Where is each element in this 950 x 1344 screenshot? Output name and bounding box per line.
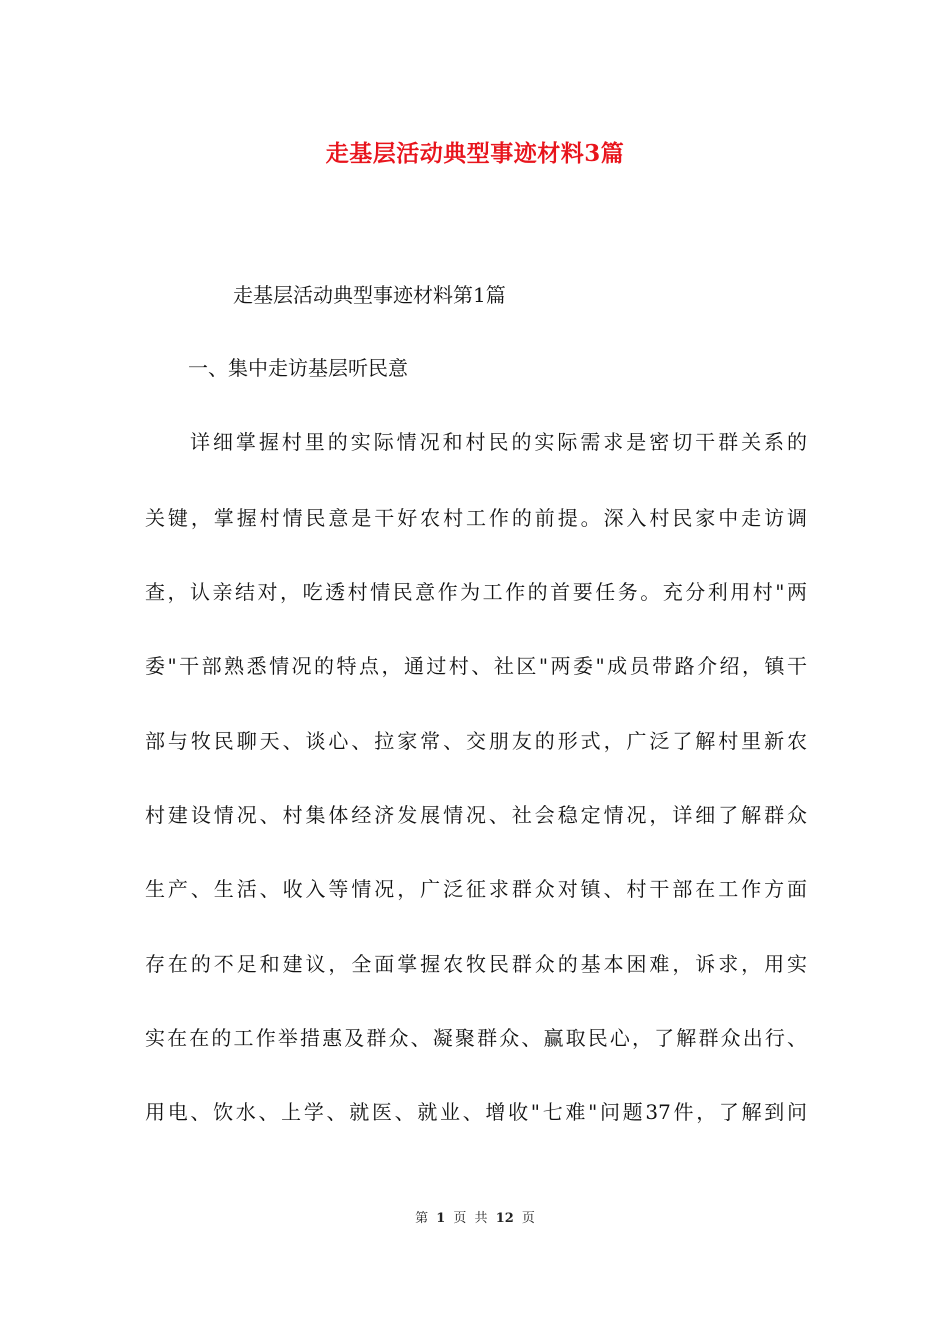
paragraph-line: 生产、生活、收入等情况，广泛征求群众对镇、村干部在工作方面 (145, 877, 807, 901)
paragraph-line: 用电、饮水、上学、就医、就业、增收"七难"问题37件，了解到问 (145, 1100, 807, 1124)
paragraph-line: 委"干部熟悉情况的特点，通过村、社区"两委"成员带路介绍，镇干 (145, 654, 807, 678)
paragraph-line: 存在的不足和建议，全面掌握农牧民群众的基本困难，诉求，用实 (145, 952, 807, 976)
footer-suffix: 页 (521, 1211, 535, 1226)
total-page-count: 12 (495, 1211, 514, 1226)
footer-prefix: 第 (415, 1211, 429, 1226)
footer-middle: 页 共 (453, 1211, 488, 1226)
paragraph-line: 关键，掌握村情民意是干好农村工作的前提。深入村民家中走访调 (145, 506, 807, 530)
paragraph-line: 实在在的工作举措惠及群众、凝聚群众、赢取民心，了解群众出行、 (145, 1026, 807, 1050)
article-subtitle: 走基层活动典型事迹材料第1篇 (233, 283, 506, 307)
document-title: 走基层活动典型事迹材料3篇 (325, 140, 625, 167)
paragraph-line: 查，认亲结对，吃透村情民意作为工作的首要任务。充分利用村"两 (145, 580, 807, 604)
current-page-number: 1 (436, 1211, 446, 1226)
page-footer (0, 1209, 950, 1229)
paragraph-line: 部与牧民聊天、谈心、拉家常、交朋友的形式，广泛了解村里新农 (145, 729, 807, 753)
paragraph-line: 村建设情况、村集体经济发展情况、社会稳定情况，详细了解群众 (145, 803, 807, 827)
section-heading: 一、集中走访基层听民意 (188, 356, 408, 380)
paragraph-line: 详细掌握村里的实际情况和村民的实际需求是密切干群关系的 (190, 430, 807, 454)
